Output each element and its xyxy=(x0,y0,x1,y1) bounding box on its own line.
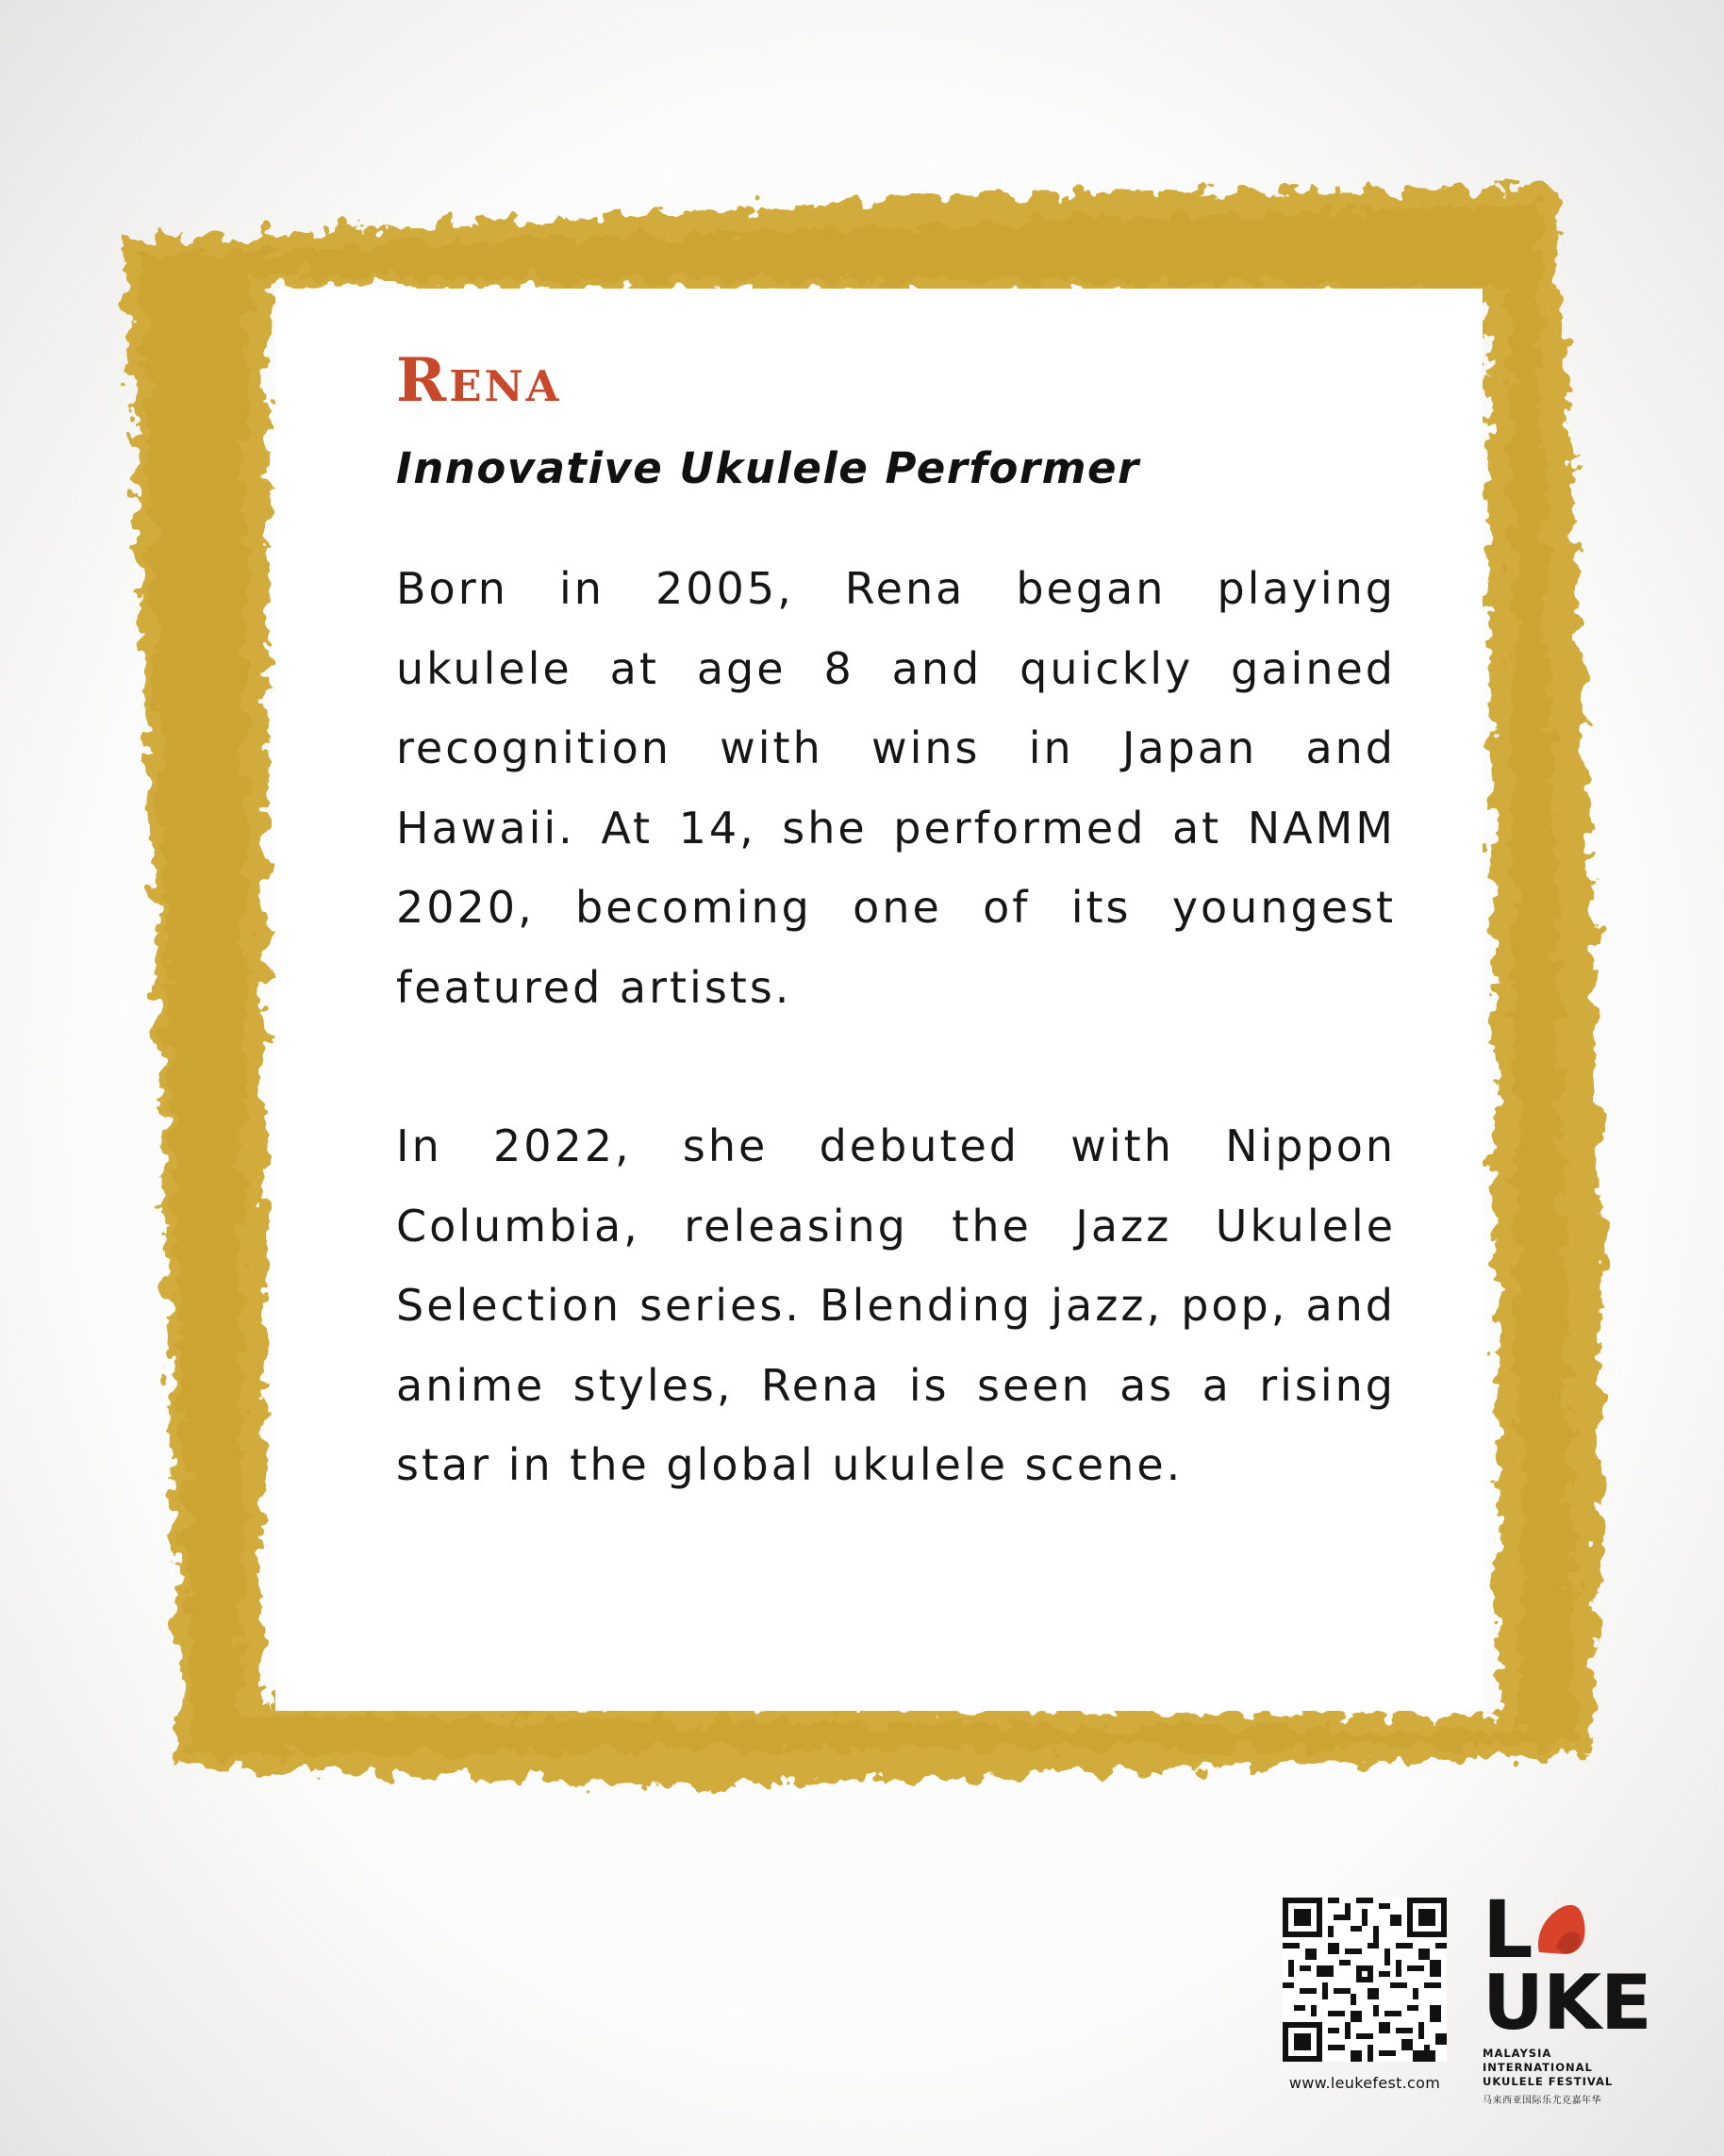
qr-code[interactable] xyxy=(1283,1898,1447,2062)
artist-card xyxy=(396,345,1396,1505)
logo-chinese-name: 马来西亚国际乐尤克嘉年华 xyxy=(1483,2096,1601,2106)
logo-line-1: MALAYSIA xyxy=(1483,2047,1552,2060)
logo-line-2: INTERNATIONAL xyxy=(1483,2061,1593,2074)
leuke-logo xyxy=(1483,1883,1671,2106)
logo-word-uke: UKE xyxy=(1483,1959,1651,2047)
ukulele-shape-icon xyxy=(1532,1899,1590,1958)
logo-mark xyxy=(1483,1883,1651,2047)
logo-letter-l: L xyxy=(1483,1883,1532,1976)
artist-name: Rena xyxy=(396,345,562,416)
bio-paragraph-2: In 2022, she debuted with Nippon Columbia, releasing the Jazz Ukulele Selection series. Blending jazz, pop, and anime styles, Rena is seen as a rising star in the global ukulele scene. xyxy=(396,1120,1396,1490)
logo-line-3: UKULELE FESTIVAL xyxy=(1483,2075,1614,2088)
website-link[interactable]: www.leukefest.com xyxy=(1288,2074,1441,2092)
bio-paragraph-1: Born in 2005, Rena began playing ukulele at age 8 and quickly gained recognition with wins in Japan and Hawaii. At 14, she performed at NAMM 2020, becoming one of its youngest featured artists. xyxy=(396,563,1396,1013)
logo-subtitle xyxy=(1483,2047,1671,2089)
artist-role: Innovative Ukulele Performer xyxy=(396,443,1140,493)
